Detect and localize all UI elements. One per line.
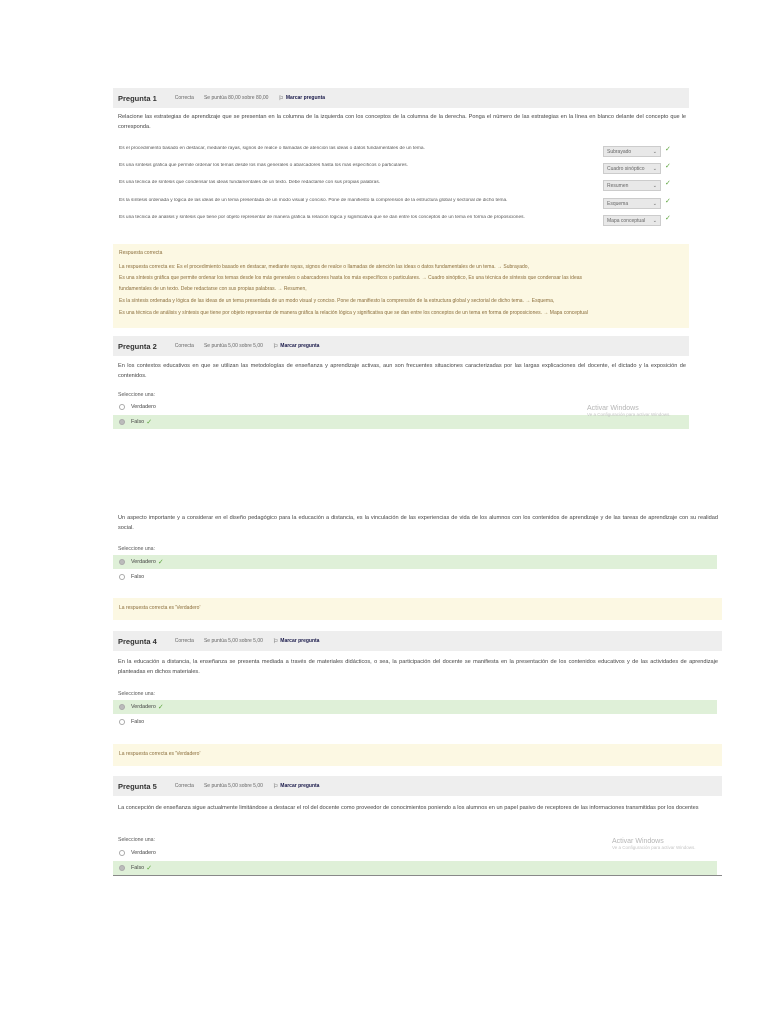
activate-windows-watermark: [587, 405, 671, 417]
radio-button[interactable]: [119, 719, 125, 725]
feedback-box: [113, 598, 722, 620]
watermark-subtitle: Ve a Configuración para activar Windows.: [587, 412, 671, 417]
activate-windows-watermark: [612, 838, 696, 850]
question-title: Pregunta 2: [118, 341, 157, 351]
question-title: Pregunta 1: [118, 93, 157, 103]
select-value: Mapa conceptual: [607, 217, 646, 224]
option-label: Falso: [131, 574, 145, 580]
flag-question-link[interactable]: [273, 638, 320, 645]
answer-select[interactable]: [603, 163, 661, 174]
feedback-line: Es una síntesis gráfica que permite ordenar los temas desde los más generales o abarcadores hasta los más específicos o particulares. → Cuadro sinóptico, Es una técnica de síntesis que condensar las ideas: [119, 275, 583, 281]
select-value: Resumen: [607, 182, 629, 189]
question-grade: Se puntúa 5,00 sobre 5,00: [203, 783, 263, 789]
q5-header: [113, 776, 722, 796]
question-text: Un aspecto importante y a considerar en el diseño pedagógico para la educación a distancia, es la vinculación de las experiencias de vida de los alumnos con los contenidos de aprendizaje y de las tareas de aprendizaje con su realidad social.: [118, 515, 718, 531]
check-icon: ✓: [665, 180, 671, 187]
select-value: Cuadro sinóptico: [607, 165, 645, 172]
option-falso[interactable]: [113, 715, 717, 729]
option-falso[interactable]: [113, 861, 717, 875]
radio-button[interactable]: [119, 574, 125, 580]
chevron-down-icon: ⌄: [652, 182, 657, 189]
watermark-title: Activar Windows: [587, 405, 639, 412]
question-grade: Se puntúa 5,00 sobre 5,00: [203, 638, 263, 644]
question-title: Pregunta 5: [118, 781, 157, 791]
flag-question-link[interactable]: [278, 95, 325, 102]
flag-icon: ⚐: [272, 343, 279, 350]
option-label: Verdadero: [131, 559, 156, 565]
check-icon: ✓: [157, 559, 164, 566]
select-one-label: Seleccione una:: [118, 691, 155, 697]
select-one-label: Seleccione una:: [118, 392, 155, 398]
question-state: Correcta: [174, 638, 194, 644]
flag-icon: ⚐: [278, 95, 284, 102]
option-label: Falso: [131, 419, 145, 425]
question-text: En la educación a distancia, la enseñanza se presenta mediada a través de materiales didácticos, o sea, la participación del docente se manifiesta en la presentación de los contenidos educativos y de las actividades de aprendizaje planteadas en dichos materiales.: [118, 659, 718, 675]
feedback-line: La respuesta correcta es 'Verdadero': [119, 751, 201, 757]
question-text: En los contextos educativos en que se utilizan las metodologías de enseñanza y aprendizaje activas, aun son frecuentes situaciones caracterizadas por las largas explicaciones del docente, el dictado y la exposición de contenidos.: [118, 363, 686, 379]
check-icon: ✓: [665, 215, 671, 222]
watermark-title: Activar Windows: [612, 838, 664, 845]
q2-header: [113, 336, 689, 356]
select-value: Esquema: [607, 200, 629, 207]
option-label: Verdadero: [131, 850, 156, 856]
option-verdadero[interactable]: [113, 555, 717, 569]
match-text: Es una técnica de síntesis que condensar las ideas fundamentales de un texto. Debe redactarse con sus propias palabras.: [119, 180, 381, 185]
question-state: Correcta: [174, 343, 194, 349]
match-text: Es el procedimiento basado en destacar, mediante rayas, signos de realce o llamadas de atención las ideas o datos fundamentales de un tema.: [119, 146, 425, 151]
match-text: Es la síntesis ordenada y lógica de las ideas de un tema presentada de un modo visual y conciso. Pone de manifiesto la comprensión de la estructura global y sectorial de dicho tema.: [119, 198, 508, 203]
select-value: Subrayado: [607, 148, 632, 155]
radio-button[interactable]: [119, 404, 125, 410]
question-text: La concepción de enseñanza sigue actualmente limitándose a destacar el rol del docente como proveedor de conocimientos poniendo a los alumnos en un papel pasivo de receptores de las informaciones transmitidas por los docentes: [118, 805, 699, 811]
select-one-label: Seleccione una:: [118, 837, 155, 843]
chevron-down-icon: ⌄: [652, 217, 657, 224]
feedback-box: [113, 744, 722, 766]
q1-header: [113, 88, 689, 108]
option-label: Verdadero: [131, 404, 156, 410]
flag-icon: ⚐: [272, 638, 279, 645]
option-falso[interactable]: [113, 415, 689, 429]
question-state: Correcta: [174, 783, 194, 789]
flag-icon: ⚐: [272, 783, 279, 790]
chevron-down-icon: ⌄: [652, 148, 657, 155]
watermark-subtitle: Ve a Configuración para activar Windows.: [612, 845, 696, 850]
match-text: Es una síntesis gráfica que permite ordenar los temas desde los más generales o abarcadores hasta los más específicos o particulares.: [119, 163, 409, 168]
chevron-down-icon: ⌄: [652, 200, 657, 207]
flag-question-link[interactable]: [273, 343, 320, 350]
feedback-line: fundamentales de un texto. Debe redactarse con sus propias palabras. → Resumen,: [119, 286, 307, 292]
flag-label: Marcar pregunta: [280, 783, 320, 789]
question-state: Correcta: [174, 95, 194, 101]
answer-select[interactable]: [603, 146, 661, 157]
radio-button[interactable]: [119, 419, 125, 425]
question-text: Relacione las estrategias de aprendizaje que se presentan en la columna de la izquierda con los conceptos de la columna de la derecha. Ponga el número de las estrategias en la línea en blanco delante del concepto que le corresponda.: [118, 114, 686, 130]
answer-select[interactable]: [603, 198, 661, 209]
radio-button[interactable]: [119, 850, 125, 856]
check-icon: ✓: [146, 419, 153, 426]
bottom-divider: [113, 875, 722, 876]
check-icon: ✓: [665, 163, 671, 170]
chevron-down-icon: ⌄: [652, 165, 657, 172]
matching-rows: [113, 143, 689, 233]
feedback-line: Es una técnica de análisis y síntesis que tiene por objeto representar de manera gráfica la relación lógica y significativa que se dan entre los conceptos de un tema en forma de proposiciones. → Mapa conceptual: [119, 310, 588, 316]
match-text: Es una técnica de análisis y síntesis que tiene por objeto representar de manera gráfica la relación lógica y significativa que se dan entre los conceptos de un tema en forma de proposiciones.: [119, 215, 525, 220]
feedback-title: Respuesta correcta: [119, 250, 163, 256]
question-grade: Se puntúa 80,00 sobre 80,00: [203, 95, 269, 101]
select-one-label: Seleccione una:: [118, 546, 155, 552]
check-icon: ✓: [157, 704, 164, 711]
feedback-line: La respuesta correcta es: Es el procedimiento basado en destacar, mediante rayas, signos de realce o llamadas de atención las ideas o datos fundamentales de un tema. → Subrayado,: [119, 264, 529, 270]
option-label: Falso: [131, 865, 145, 871]
option-verdadero[interactable]: [113, 700, 717, 714]
radio-button[interactable]: [119, 704, 125, 710]
option-label: Verdadero: [131, 704, 156, 710]
flag-label: Marcar pregunta: [280, 343, 320, 349]
flag-label: Marcar pregunta: [285, 95, 326, 101]
check-icon: ✓: [665, 198, 671, 205]
flag-label: Marcar pregunta: [280, 638, 320, 644]
radio-button[interactable]: [119, 559, 125, 565]
option-label: Falso: [131, 719, 145, 725]
check-icon: ✓: [146, 865, 153, 872]
question-grade: Se puntúa 5,00 sobre 5,00: [203, 343, 263, 349]
answer-select[interactable]: [603, 215, 661, 226]
feedback-line: La respuesta correcta es 'Verdadero': [119, 605, 201, 611]
option-falso[interactable]: [113, 570, 717, 584]
radio-button[interactable]: [119, 865, 125, 871]
feedback-box: [113, 244, 689, 328]
question-title: Pregunta 4: [118, 636, 157, 646]
check-icon: ✓: [665, 146, 671, 153]
feedback-line: Es la síntesis ordenada y lógica de las ideas de un tema presentada de un modo visual y conciso. Pone de manifiesto la comprensión de la estructura global y sectorial de dicho tema. → Esquema,: [119, 298, 555, 304]
q4-header: [113, 631, 722, 651]
answer-select[interactable]: [603, 180, 661, 191]
flag-question-link[interactable]: [273, 783, 320, 790]
